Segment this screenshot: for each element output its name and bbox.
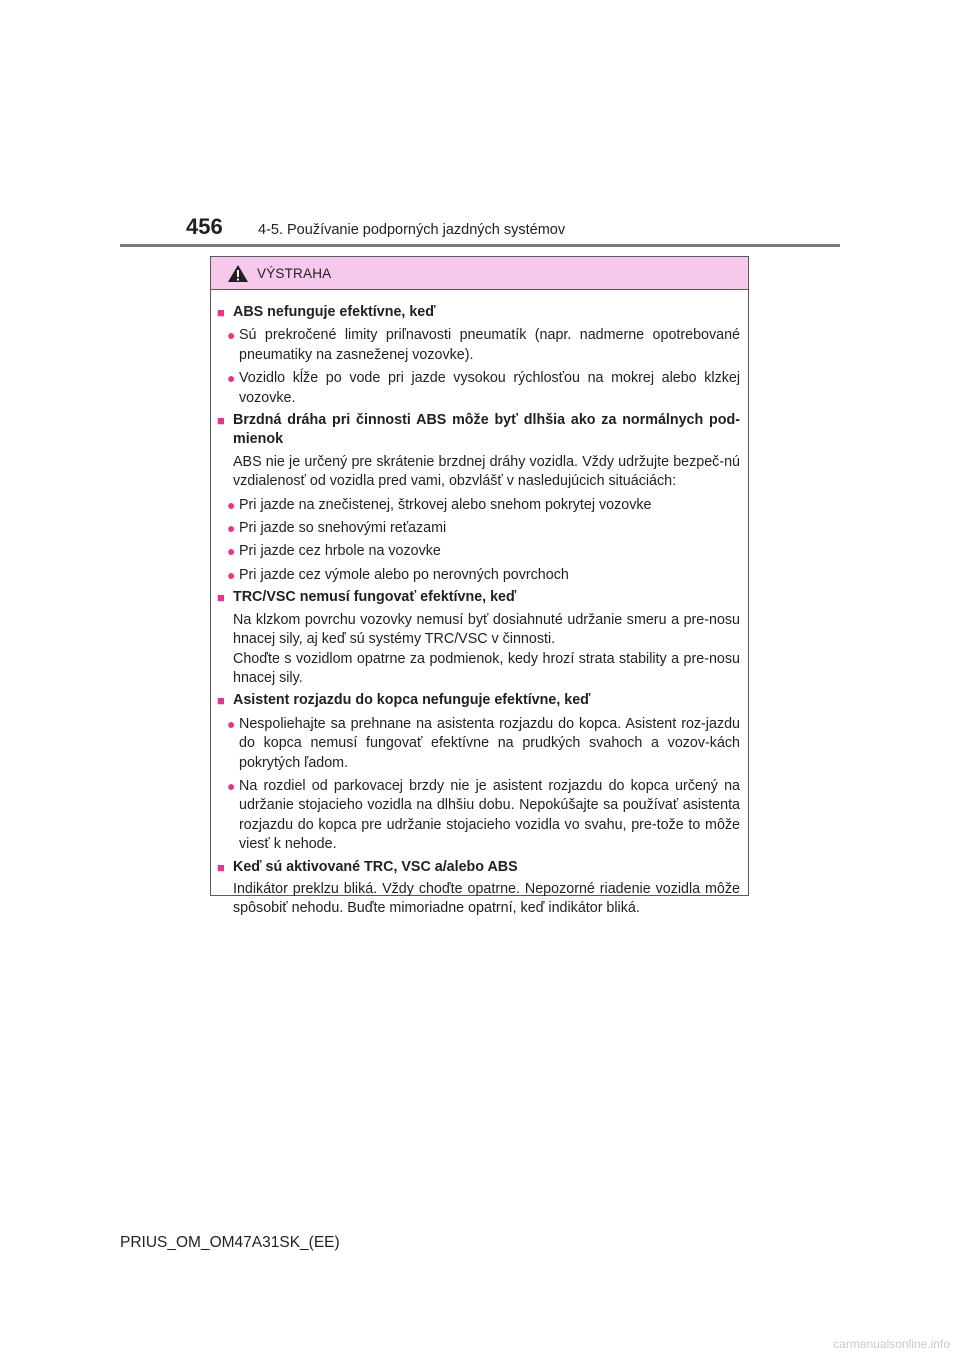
section-title-braking-distance: Brzdná dráha pri činnosti ABS môže byť dlhšia ako za normálnych pod-mienok [233,412,740,448]
list-item [217,369,742,408]
list-item [217,566,742,585]
paragraph: Indikátor preklzu bliká. Vždy choďte opatrne. Nepozorné riadenie vozidla môže spôsobiť nehodu. Buďte mimoriadne opatrní, keď indikátor bliká. [233,880,740,917]
header-rule [120,244,840,247]
warning-header [211,257,748,290]
warning-triangle-icon [227,264,249,283]
list-item [217,496,742,515]
list-item [217,777,742,855]
circle-bullet-icon: ● [227,327,236,344]
square-bullet-icon: ■ [217,859,225,875]
circle-bullet-icon: ● [227,496,236,513]
list-item [217,519,742,538]
section-heading [217,691,742,710]
circle-bullet-icon: ● [227,520,236,537]
section-title-abs: ABS nefunguje efektívne, keď [233,304,436,320]
warning-box [210,256,749,917]
circle-bullet-icon: ● [227,777,236,794]
page-number: 456 [186,214,223,239]
section-title: 4-5. Používanie podporných jazdných systémov [258,222,566,238]
list-item [217,715,742,773]
list-item-text: Pri jazde so snehovými reťazami [239,520,447,537]
document-code: PRIUS_OM_OM47A31SK_(EE) [120,1234,340,1251]
list-item [217,542,742,561]
list-item-text: Nespoliehajte sa prehnane na asistenta rozjazdu do kopca. Asistent roz-jazdu do kopca nemusí fungovať efektívne na prudkých svahoch a vozov-kách pokrytých ľadom. [239,715,740,771]
square-bullet-icon: ■ [217,305,225,320]
list-item-text: Pri jazde cez výmole alebo po nerovných povrchoch [239,566,569,583]
circle-bullet-icon: ● [227,566,236,583]
square-bullet-icon: ■ [217,590,225,606]
section-title-trc-vsc: TRC/VSC nemusí fungovať efektívne, keď [233,589,517,606]
section-heading [217,588,742,607]
circle-bullet-icon: ● [227,715,236,732]
list-item-text: Vozidlo kĺže po vode pri jazde vysokou rýchlosťou na mokrej alebo klzkej vozovke. [239,370,740,406]
list-item-text: Na rozdiel od parkovacej brzdy nie je asistent rozjazdu do kopca určený na udržanie stojacieho vozidla na dlhšiu dobu. Nepokúšajte sa používať asistenta rozjazdu do kopca pre udržanie stojacieho vozidla vo svahu, pre-tože to môže viesť k nehode. [239,777,740,853]
paragraph: ABS nie je určený pre skrátenie brzdnej dráhy vozidla. Vždy udržujte bezpeč-nú vzdialenosť od vozidla pred vami, obzvlášť v nasledujúcich situáciách: [233,453,740,490]
circle-bullet-icon: ● [227,543,236,560]
section-title-activated: Keď sú aktivované TRC, VSC a/alebo ABS [233,858,518,875]
section-title-hill-assist: Asistent rozjazdu do kopca nefunguje efektívne, keď [233,692,591,709]
warning-title: VÝSTRAHA [257,265,332,281]
warning-body [211,290,748,919]
list-item-text: Pri jazde cez hrbole na vozovke [239,543,441,560]
paragraph: Choďte s vozidlom opatrne za podmienok, kedy hrozí strata stability a pre-nosu hnacej sily. [233,650,740,686]
section-heading [217,858,742,877]
list-item [217,326,742,365]
list-item-text: Sú prekročené limity priľnavosti pneumatík (napr. nadmerne opotrebované pneumatiky na zasneženej vozovke). [239,327,740,363]
circle-bullet-icon: ● [227,370,236,387]
section-heading [217,411,742,450]
square-bullet-icon: ■ [217,693,225,709]
list-item-text: Pri jazde na znečistenej, štrkovej alebo snehom pokrytej vozovke [239,496,652,513]
paragraph: Na klzkom povrchu vozovky nemusí byť dosiahnuté udržanie smeru a pre-nosu hnacej sily, aj keď sú systémy TRC/VSC v činnosti. [233,611,740,648]
square-bullet-icon: ■ [217,413,225,429]
watermark: carmanualsonline.info [833,1337,950,1351]
section-heading [217,303,742,322]
